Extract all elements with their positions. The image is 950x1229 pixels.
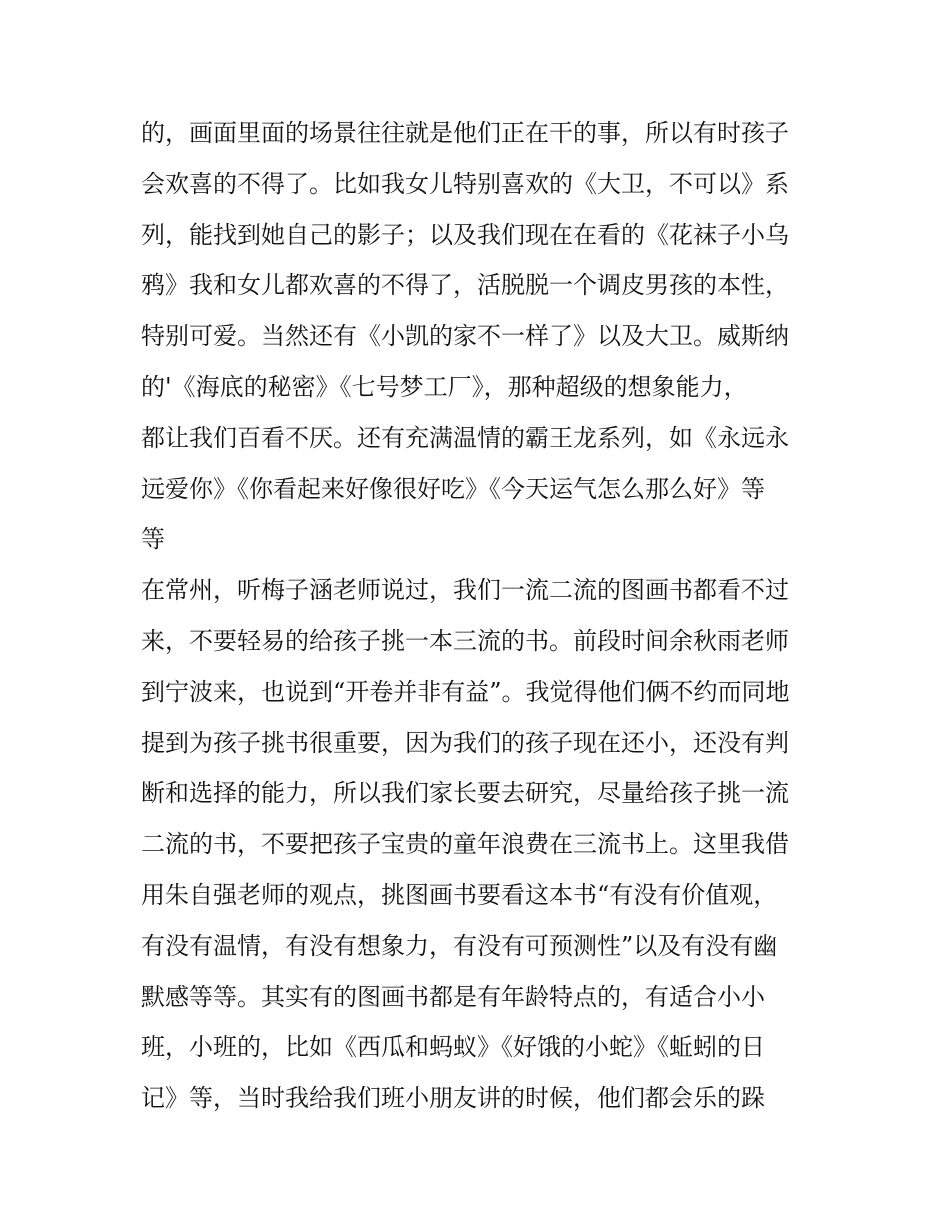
text-line: 二流的书，不要把孩子宝贵的童年浪费在三流书上。这里我借 [141,830,789,859]
text-line: 会欢喜的不得了。比如我女儿特别喜欢的《大卫，不可以》系 [141,169,789,198]
text-line: 特别可爱。当然还有《小凯的家不一样了》以及大卫。威斯纳 [141,322,789,351]
text-line: 都让我们百看不厌。还有充满温情的霸王龙系列，如《永远永 [141,423,789,452]
text-line: 列，能找到她自己的影子；以及我们现在在看的《花袜子小乌 [141,220,789,249]
text-line: 等 [141,525,165,554]
text-line: 到宁波来，也说到“开卷并非有益”。我觉得他们俩不约而同地 [141,677,790,706]
text-line: 默感等等。其实有的图画书都是有年龄特点的，有适合小小 [141,982,765,1011]
text-line: 在常州，听梅子涵老师说过，我们一流二流的图画书都看不过 [141,576,789,605]
text-line: 鸦》我和女儿都欢喜的不得了，活脱脱一个调皮男孩的本性， [141,271,789,300]
text-line: 用朱自强老师的观点，挑图画书要看这本书“有没有价值观， [141,880,778,909]
body-text [141,108,821,1124]
text-line: 的，画面里面的场景往往就是他们正在干的事，所以有时孩子 [141,119,789,147]
text-line: 班，小班的，比如《西瓜和蚂蚁》《好饿的小蛇》《蚯蚓的日 [141,1033,765,1062]
text-line: 记》等，当时我给我们班小朋友讲的时候，他们都会乐的跺 [141,1084,765,1113]
text-line: 的'《海底的秘密》《七号梦工厂》，那种超级的想象能力， [141,372,748,401]
text-line: 远爱你》《你看起来好像很好吃》《今天运气怎么那么好》等 [141,474,765,503]
text-line: 来，不要轻易的给孩子挑一本三流的书。前段时间余秋雨老师 [141,626,789,655]
text-line: 有没有温情，有没有想象力，有没有可预测性”以及有没有幽 [141,931,778,960]
text-line: 断和选择的能力，所以我们家长要去研究，尽量给孩子挑一流 [141,779,789,808]
text-line: 提到为孩子挑书很重要，因为我们的孩子现在还小，还没有判 [141,728,789,757]
